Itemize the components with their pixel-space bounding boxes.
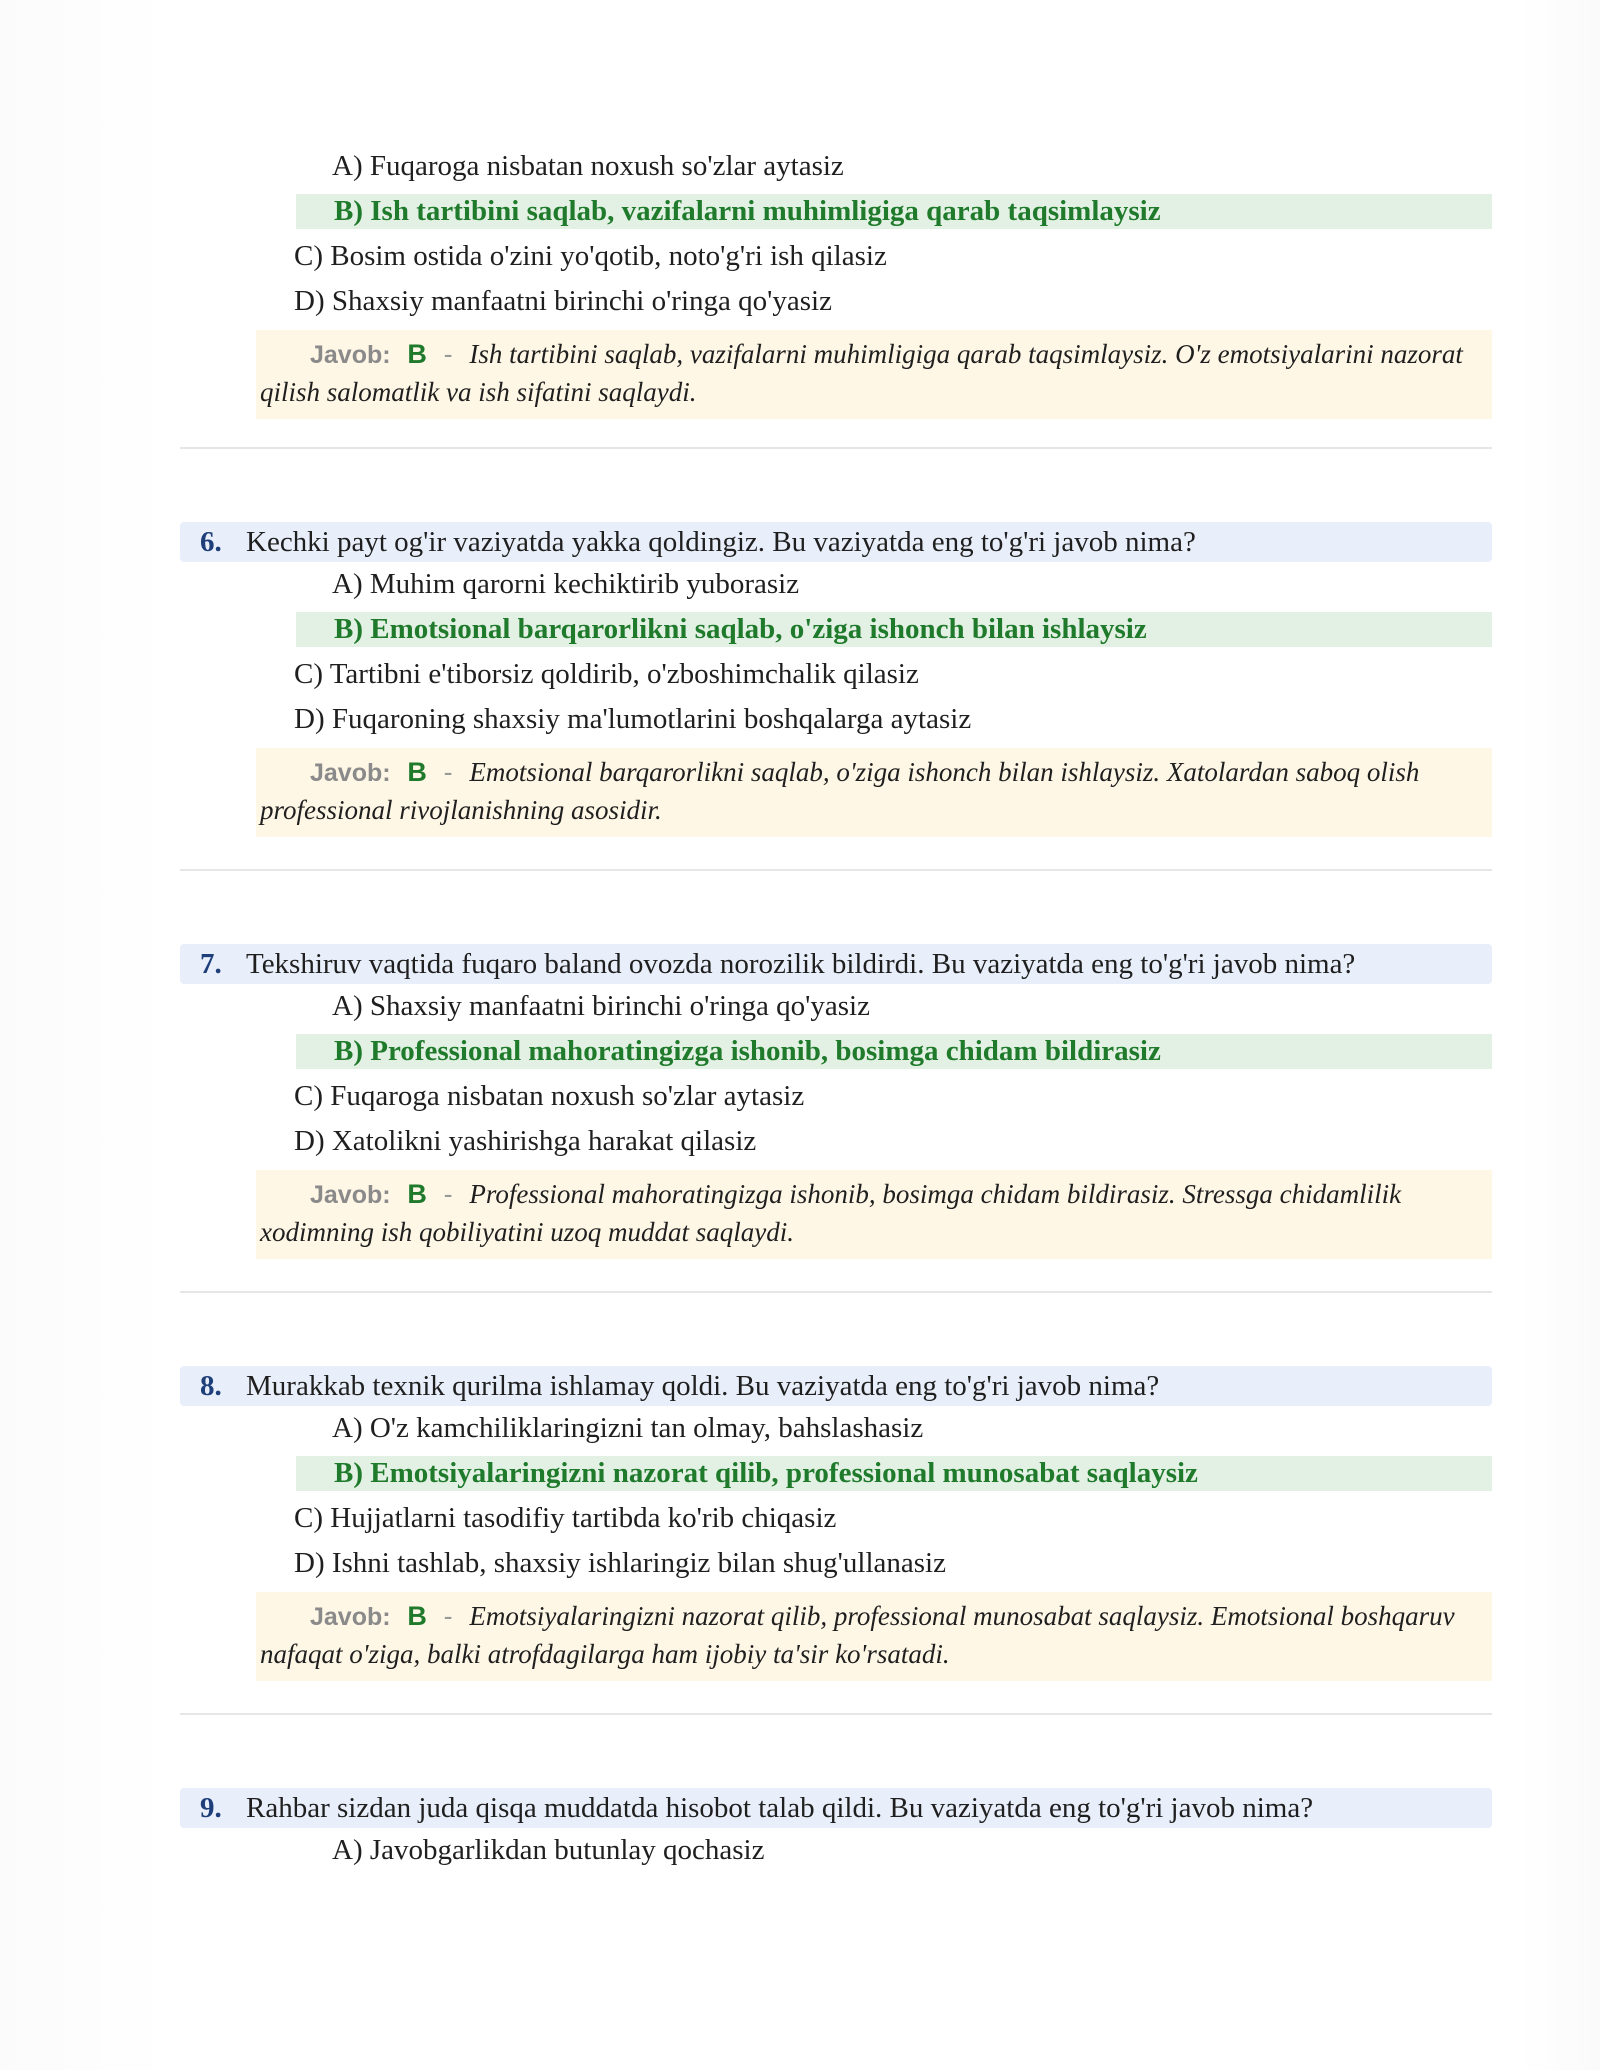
question-number: 7. bbox=[200, 947, 222, 980]
question-text: Kechki payt og'ir vaziyatda yakka qoldingiz. Bu vaziyatda eng to'g'ri javob nima? bbox=[246, 525, 1196, 558]
question-block bbox=[180, 1366, 1492, 1681]
option-c: C) Fuqaroga nisbatan noxush so'zlar aytasiz bbox=[294, 1080, 805, 1112]
answer-box bbox=[256, 1170, 1492, 1259]
option-d: D) Ishni tashlab, shaxsiy ishlaringiz bilan shug'ullanasiz bbox=[294, 1547, 946, 1579]
answer-box bbox=[256, 1592, 1492, 1681]
answer-explanation: Ish tartibini saqlab, vazifalarni muhimligiga qarab taqsimlaysiz. O'z emotsiyalarini nazorat qilish salomatlik va ish sifatini saqlaydi. bbox=[260, 339, 1463, 407]
question-block bbox=[180, 1788, 1492, 1873]
option-a: A) Javobgarlikdan butunlay qochasiz bbox=[332, 1834, 765, 1866]
answer-separator: - bbox=[443, 339, 453, 369]
option-d: D) Shaxsiy manfaatni birinchi o'ringa qo'yasiz bbox=[294, 285, 832, 317]
option-a: A) O'z kamchiliklaringizni tan olmay, bahslashasiz bbox=[332, 1412, 924, 1444]
answer-explanation: Emotsional barqarorlikni saqlab, o'ziga ishonch bilan ishlaysiz. Xatolardan saboq olish professional rivojlanishning asosidir. bbox=[260, 757, 1420, 825]
option-b-correct: B) Emotsional barqarorlikni saqlab, o'ziga ishonch bilan ishlaysiz bbox=[296, 612, 1492, 647]
answer-letter: B bbox=[407, 1179, 427, 1209]
question-block bbox=[180, 944, 1492, 1259]
option-a: A) Shaxsiy manfaatni birinchi o'ringa qo'yasiz bbox=[332, 990, 870, 1022]
question-block bbox=[180, 144, 1492, 419]
answer-explanation: Professional mahoratingizga ishonib, bosimga chidam bildirasiz. Stressga chidamlilik xodimning ish qobiliyatini uzoq muddat saqlaydi. bbox=[260, 1179, 1402, 1247]
answer-letter: B bbox=[407, 1601, 427, 1631]
option-a: A) Fuqaroga nisbatan noxush so'zlar aytasiz bbox=[332, 150, 844, 182]
question-header bbox=[180, 944, 1492, 984]
option-b-correct: B) Professional mahoratingizga ishonib, bosimga chidam bildirasiz bbox=[296, 1034, 1492, 1069]
answer-label: Javob: bbox=[310, 341, 391, 369]
option-d: D) Xatolikni yashirishga harakat qilasiz bbox=[294, 1125, 757, 1157]
option-b-correct: B) Ish tartibini saqlab, vazifalarni muhimligiga qarab taqsimlaysiz bbox=[296, 194, 1492, 229]
question-divider bbox=[180, 869, 1492, 871]
option-c: C) Bosim ostida o'zini yo'qotib, noto'g'ri ish qilasiz bbox=[294, 240, 887, 272]
question-divider bbox=[180, 447, 1492, 449]
answer-separator: - bbox=[443, 757, 453, 787]
answer-letter: B bbox=[407, 757, 427, 787]
question-number: 8. bbox=[200, 1369, 222, 1402]
question-header bbox=[180, 1366, 1492, 1406]
answer-separator: - bbox=[443, 1179, 453, 1209]
answer-letter: B bbox=[407, 339, 427, 369]
answer-explanation: Emotsiyalaringizni nazorat qilib, professional munosabat saqlaysiz. Emotsional boshqaruv nafaqat o'ziga, balki atrofdagilarga ham ijobiy ta'sir ko'rsatadi. bbox=[260, 1601, 1455, 1669]
question-divider bbox=[180, 1713, 1492, 1715]
answer-label: Javob: bbox=[310, 759, 391, 787]
answer-separator: - bbox=[443, 1601, 453, 1631]
question-number: 9. bbox=[200, 1791, 222, 1824]
option-b-correct: B) Emotsiyalaringizni nazorat qilib, professional munosabat saqlaysiz bbox=[296, 1456, 1492, 1491]
answer-label: Javob: bbox=[310, 1181, 391, 1209]
option-d: D) Fuqaroning shaxsiy ma'lumotlarini boshqalarga aytasiz bbox=[294, 703, 972, 735]
question-block bbox=[180, 522, 1492, 837]
answer-box bbox=[256, 748, 1492, 837]
option-c: C) Tartibni e'tiborsiz qoldirib, o'zboshimchalik qilasiz bbox=[294, 658, 919, 690]
question-text: Tekshiruv vaqtida fuqaro baland ovozda norozilik bildirdi. Bu vaziyatda eng to'g'ri javob nima? bbox=[246, 947, 1356, 980]
option-c: C) Hujjatlarni tasodifiy tartibda ko'rib chiqasiz bbox=[294, 1502, 837, 1534]
question-number: 6. bbox=[200, 525, 222, 558]
answer-label: Javob: bbox=[310, 1603, 391, 1631]
answer-box bbox=[256, 330, 1492, 419]
question-header bbox=[180, 522, 1492, 562]
question-header bbox=[180, 1788, 1492, 1828]
option-a: A) Muhim qarorni kechiktirib yuborasiz bbox=[332, 568, 800, 600]
question-text: Rahbar sizdan juda qisqa muddatda hisobot talab qildi. Bu vaziyatda eng to'g'ri javob nima? bbox=[246, 1791, 1314, 1824]
question-divider bbox=[180, 1291, 1492, 1293]
question-text: Murakkab texnik qurilma ishlamay qoldi. Bu vaziyatda eng to'g'ri javob nima? bbox=[246, 1369, 1160, 1402]
